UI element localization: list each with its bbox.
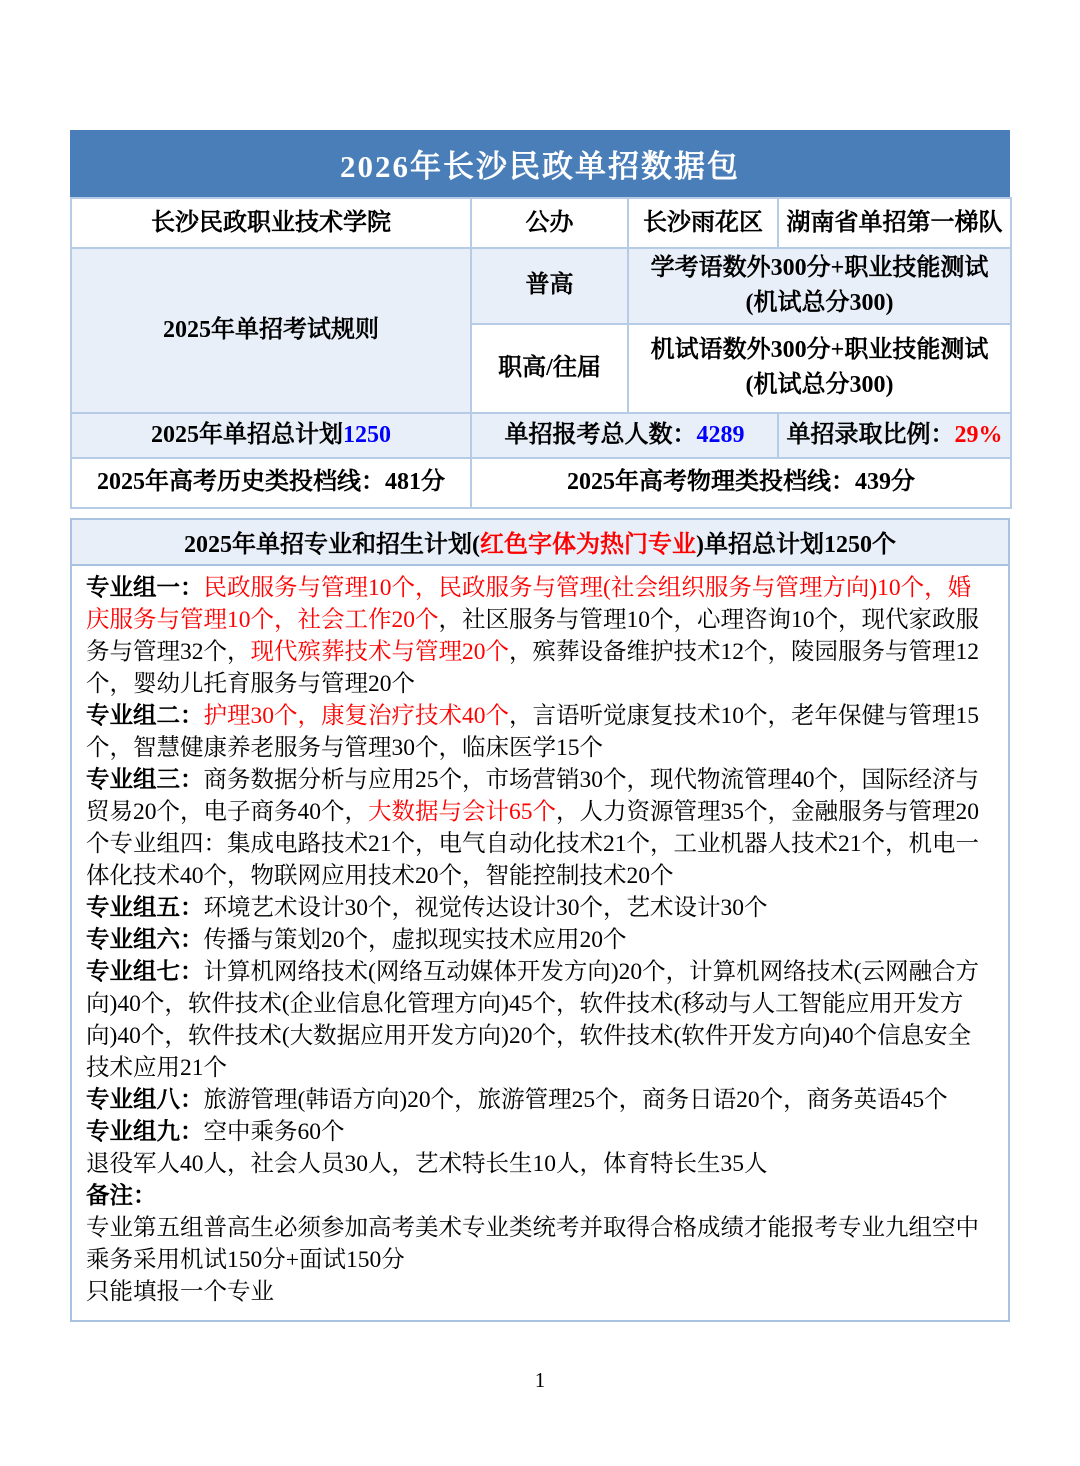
major-text: 专业组六： bbox=[86, 926, 204, 953]
major-text: 备注： bbox=[86, 1182, 157, 1209]
major-text: 专业组二： bbox=[86, 702, 204, 729]
hot-major-text: 民政服务与管理10个，民政服务与管理(社会组织服务与管理方向)10个，婚庆服务与管理10个，社会工作20个 bbox=[86, 574, 972, 633]
table-row bbox=[71, 248, 1011, 324]
major-text: 计算机网络技术(网络互动媒体开发方向)20个，计算机网络技术(云网融合方向)40个，软件技术(企业信息化管理方向)45个，软件技术(移动与人工智能应用开发方向)40个，软件技术(大数据应用开发方向)20个，软件技术(软件开发方向)40个信息安全技术应用21个 bbox=[86, 958, 979, 1081]
page-number: 1 bbox=[534, 1368, 546, 1392]
major-text: 专业组三： bbox=[86, 766, 204, 793]
table-row bbox=[71, 413, 1011, 458]
major-text: ，人力资源管理35个，金融服务与管理20个专业组四：集成电路技术21个，电气自动化技术21个，工业机器人技术21个，机电一体化技术40个，物联网应用技术20个，智能控制技术20个 bbox=[86, 798, 979, 889]
major-text: 专业组七： bbox=[86, 958, 204, 985]
plan-total-label: 2025年单招总计划 bbox=[151, 421, 343, 448]
majors-paragraph bbox=[86, 892, 992, 924]
majors-paragraph bbox=[86, 1180, 992, 1212]
physics-line-cell: 2025年高考物理类投档线：439分 bbox=[471, 458, 1011, 508]
admission-ratio-cell bbox=[778, 413, 1011, 458]
majors-subtitle-suffix: )单招总计划1250个 bbox=[696, 532, 896, 559]
admission-ratio-value: 29% bbox=[954, 421, 1003, 448]
major-text: 专业组九： bbox=[86, 1118, 204, 1145]
majors-body-cell bbox=[71, 565, 1009, 1321]
hot-major-text: 护理30个，康复治疗技术40个 bbox=[203, 702, 509, 729]
majors-subtitle-prefix: 2025年单招专业和招生计划( bbox=[184, 532, 480, 559]
document-title: 2026年长沙民政单招数据包 bbox=[340, 149, 740, 184]
major-text: 专业组一： bbox=[86, 574, 204, 601]
college-name-cell: 长沙民政职业技术学院 bbox=[71, 198, 471, 248]
applicants-label: 单招报考总人数： bbox=[504, 421, 697, 448]
majors-paragraph bbox=[86, 1148, 992, 1180]
district-cell: 长沙雨花区 bbox=[628, 198, 778, 248]
major-text: ，殡葬设备维护技术12个，陵园服务与管理12个，婴幼儿托育服务与管理20个 bbox=[86, 638, 979, 697]
major-text: 专业组八： bbox=[86, 1086, 204, 1113]
table-gap bbox=[70, 509, 1010, 518]
major-text: ，言语听觉康复技术10个，老年保健与管理15个，智慧健康养老服务与管理30个，临床医学15个 bbox=[86, 702, 979, 761]
major-text: 环境艺术设计30个，视觉传达设计30个，艺术设计30个 bbox=[203, 894, 768, 921]
putong-label-cell: 普高 bbox=[471, 248, 628, 324]
document-sheet bbox=[70, 130, 1010, 1322]
zhigao-rule-line1: 机试语数外300分+职业技能测试 bbox=[650, 337, 989, 364]
majors-paragraph bbox=[86, 956, 992, 1084]
major-text: 传播与策划20个，虚拟现实技术应用20个 bbox=[203, 926, 627, 953]
major-text: 退役军人40人，社会人员30人，艺术特长生10人，体育特长生35人 bbox=[86, 1150, 768, 1177]
major-text: 只能填报一个专业 bbox=[86, 1278, 274, 1305]
majors-paragraph bbox=[86, 700, 992, 764]
hot-major-text: 现代殡葬技术与管理20个 bbox=[250, 638, 509, 665]
exam-rules-label-cell: 2025年单招考试规则 bbox=[71, 248, 471, 413]
major-text: 旅游管理(韩语方向)20个，旅游管理25个，商务日语20个，商务英语45个 bbox=[203, 1086, 948, 1113]
putong-rule-line2: (机试总分300) bbox=[745, 289, 894, 316]
majors-paragraph bbox=[86, 572, 992, 700]
majors-paragraph bbox=[86, 1212, 992, 1276]
majors-paragraph bbox=[86, 924, 992, 956]
major-text: 专业组五： bbox=[86, 894, 204, 921]
major-text: 商务数据分析与应用25个，市场营销30个，现代物流管理40个，国际经济与贸易20个，电子商务40个， bbox=[86, 766, 979, 825]
majors-plan-table bbox=[70, 518, 1010, 1322]
majors-paragraph bbox=[86, 1276, 992, 1308]
table-row bbox=[71, 458, 1011, 508]
history-line-cell: 2025年高考历史类投档线：481分 bbox=[71, 458, 471, 508]
major-text: 空中乘务60个 bbox=[203, 1118, 345, 1145]
majors-subtitle-highlight: 红色字体为热门专业 bbox=[480, 532, 696, 559]
zhigao-label-cell: 职高/往届 bbox=[471, 324, 628, 413]
plan-total-cell bbox=[71, 413, 471, 458]
table-row bbox=[71, 565, 1009, 1321]
putong-rule-cell bbox=[628, 248, 1011, 324]
applicants-cell bbox=[471, 413, 778, 458]
majors-paragraph bbox=[86, 1084, 992, 1116]
hot-major-text: 大数据与会计65个 bbox=[368, 798, 556, 825]
putong-rule-line1: 学考语数外300分+职业技能测试 bbox=[650, 255, 989, 281]
document-title-band bbox=[70, 130, 1010, 197]
zhigao-rule-line2: (机试总分300) bbox=[745, 372, 894, 399]
admission-ratio-label: 单招录取比例： bbox=[786, 421, 955, 448]
major-text: 专业第五组普高生必须参加高考美术专业类统考并取得合格成绩才能报考专业九组空中乘务采用机试150分+面试150分 bbox=[86, 1214, 979, 1273]
major-text: ，社区服务与管理10个，心理咨询10个，现代家政服务与管理32个， bbox=[86, 606, 979, 665]
zhigao-rule-cell bbox=[628, 324, 1011, 413]
plan-total-value: 1250 bbox=[343, 421, 391, 448]
table-row bbox=[71, 198, 1011, 248]
tier-cell: 湖南省单招第一梯队 bbox=[778, 198, 1011, 248]
applicants-value: 4289 bbox=[696, 421, 745, 448]
majors-subtitle-cell bbox=[71, 519, 1009, 565]
table-row bbox=[71, 519, 1009, 565]
majors-paragraph bbox=[86, 764, 992, 892]
admission-info-table bbox=[70, 197, 1012, 509]
majors-paragraph bbox=[86, 1116, 992, 1148]
ownership-cell: 公办 bbox=[471, 198, 628, 248]
